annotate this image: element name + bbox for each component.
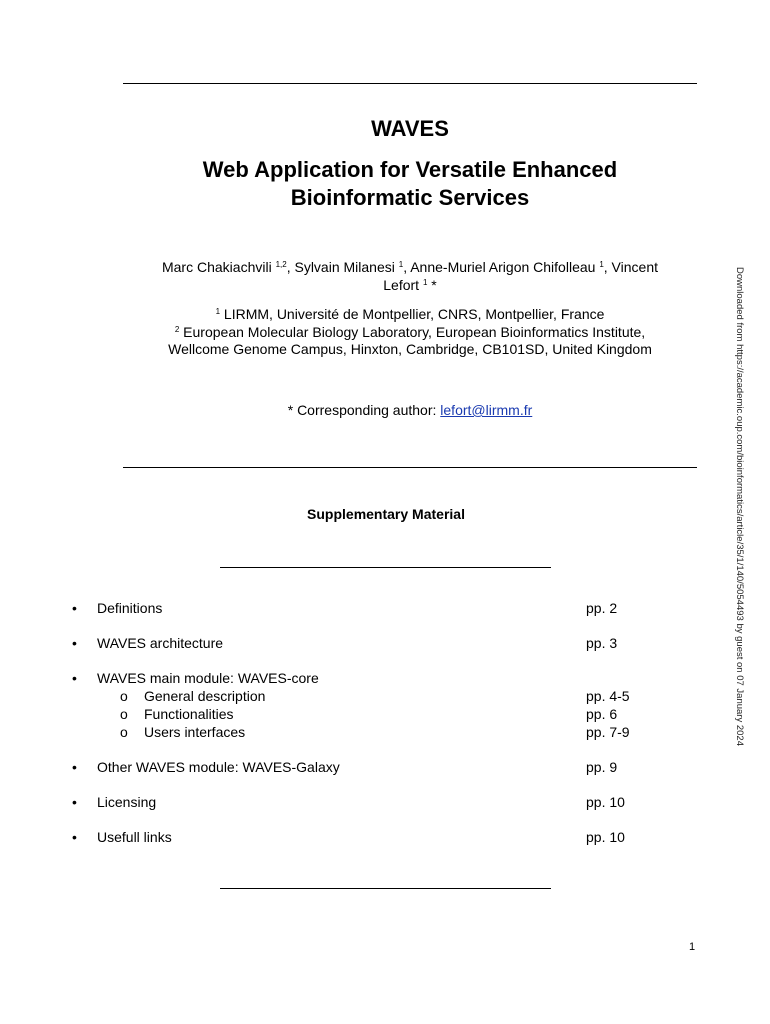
toc-item [0,635,770,653]
affiliation-number: 1 [215,307,221,316]
toc-label: WAVES architecture [97,635,224,651]
toc-pages: pp. 3 [586,635,618,651]
bullet-icon: • [72,600,77,616]
toc-item [0,759,770,777]
document-title: WAVES [371,116,449,141]
toc-label: Other WAVES module: WAVES-Galaxy [97,759,340,775]
author-name: , Vincent [603,259,658,275]
affiliation-marker: 1 [422,278,428,287]
email-link[interactable]: lefort@lirmm.fr [440,402,533,418]
sub-bullet-icon: o [120,706,128,722]
affiliation-marker: 1,2 [275,260,287,269]
bottom-short-divider [220,888,551,889]
author-name: Marc Chakiachvili [161,259,276,275]
subtitle-line-1: Web Application for Versatile Enhanced [202,157,618,182]
affiliation-number: 2 [174,324,180,334]
corresponding-marker: * [427,277,437,293]
affiliation-marker: 1 [599,260,604,269]
toc-label: Licensing [97,794,157,810]
toc-pages: pp. 2 [586,600,618,616]
toc-pages: pp. 4-5 [586,688,630,704]
affiliations [123,306,697,359]
toc-item [0,670,770,688]
corresponding-author [123,402,697,418]
bullet-icon: • [72,794,77,810]
bullet-icon: • [72,635,77,651]
toc-label: Usefull links [97,829,172,845]
author-line-2 [123,276,697,294]
toc-item [0,600,770,618]
toc-subitem [0,688,770,706]
affiliation-text: European Molecular Biology Laboratory, European Bioinformatics Institute, [179,323,646,340]
corresponding-label: * Corresponding author: [287,402,441,418]
toc-item [0,829,770,847]
section-heading: Supplementary Material [307,506,465,522]
toc-pages: pp. 6 [586,706,618,722]
sub-bullet-icon: o [120,688,128,704]
author-name: , Sylvain Milanesi [286,259,399,275]
toc-subitem [0,724,770,742]
toc-pages: pp. 9 [586,759,618,775]
toc-item [0,794,770,812]
toc-pages: pp. 10 [586,794,625,810]
affiliation-text: LIRMM, Université de Montpellier, CNRS, Montpellier, France [220,306,605,322]
subtitle-line-2: Bioinformatic Services [290,185,530,210]
watermark-text: Downloaded from https://academic.oup.com/bioinformatics/article/35/1/140/5054493 by guest on 07 January 2024 [734,267,745,746]
affiliation-2 [123,324,697,342]
bullet-icon: • [72,759,77,775]
author-name: , Anne-Muriel Arigon Chifolleau [403,259,600,275]
author-name: Lefort [383,277,423,293]
author-line-1 [123,258,697,276]
toc-label: WAVES main module: WAVES-core [97,670,319,686]
affiliation-1 [123,306,697,324]
short-divider [220,567,551,568]
affiliation-marker: 1 [398,260,404,269]
sub-bullet-icon: o [120,724,128,740]
bullet-icon: • [72,829,77,845]
affiliation-2-continued: Wellcome Genome Campus, Hinxton, Cambridge, CB101SD, United Kingdom [168,341,652,357]
mid-divider [123,467,697,468]
toc-sublabel: Users interfaces [144,724,246,740]
toc-sublabel: General description [144,688,266,704]
toc-pages: pp. 10 [586,829,625,845]
toc-subitem [0,706,770,724]
toc-sublabel: Functionalities [144,706,234,722]
bullet-icon: • [72,670,77,686]
toc-pages: pp. 7-9 [586,724,630,740]
top-divider [123,83,697,84]
author-list [123,258,697,294]
document-subtitle [123,156,697,212]
toc-label: Definitions [97,600,163,616]
page-number: 1 [689,941,696,953]
